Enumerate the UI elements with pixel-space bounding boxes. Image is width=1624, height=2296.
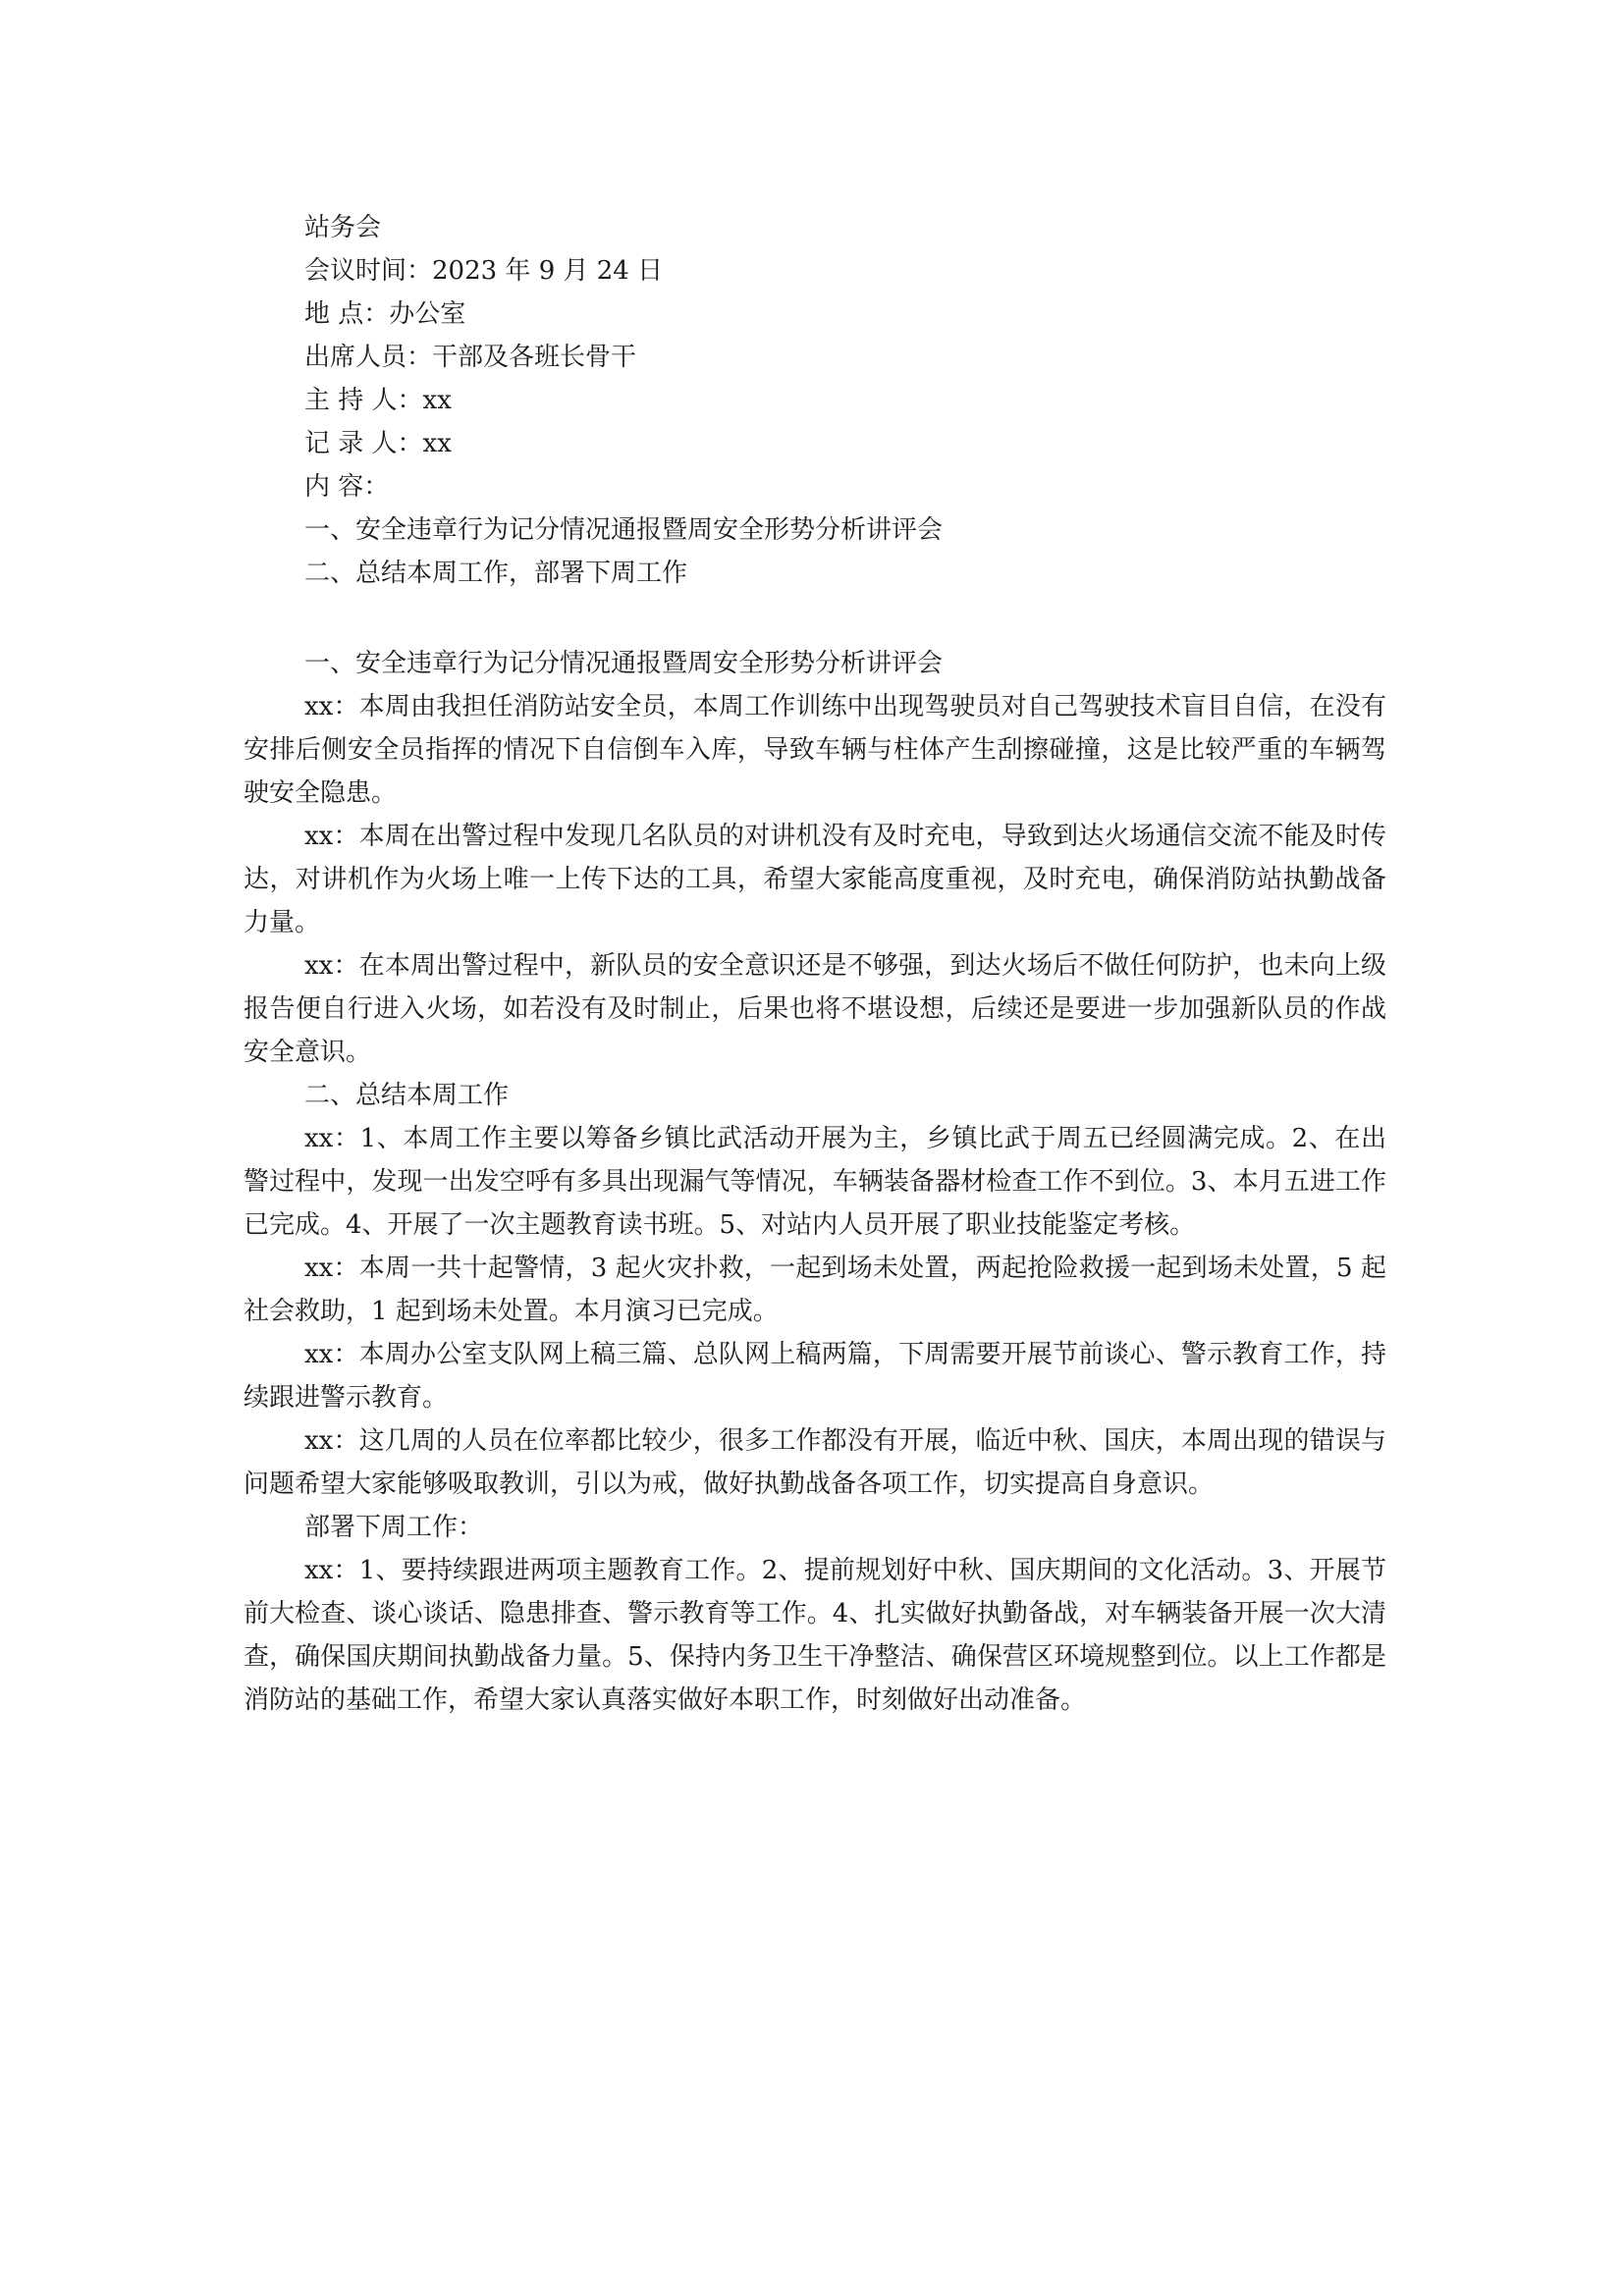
document-body <box>244 206 1386 1722</box>
section-1-heading: 一、安全违章行为记分情况通报暨周安全形势分析讲评会 <box>304 649 944 678</box>
section-1-paragraph: xx：本周在出警过程中发现几名队员的对讲机没有及时充电，导致到达火场通信交流不能及时传达，对讲机作为火场上唯一上传下达的工具，希望大家能高度重视，及时充电，确保消防站执勤战备力量。 <box>244 822 1386 937</box>
agenda-item-2: 二、总结本周工作，部署下周工作 <box>304 559 688 588</box>
section-2-paragraph: xx：本周办公室支队网上稿三篇、总队网上稿两篇，下周需要开展节前谈心、警示教育工作，持续跟进警示教育。 <box>244 1340 1386 1413</box>
section-2-paragraph: xx：本周一共十起警情，3 起火灾扑救，一起到场未处置，两起抢险救援一起到场未处置，5 起社会救助，1 起到场未处置。本月演习已完成。 <box>244 1254 1386 1326</box>
meeting-place: 地 点：办公室 <box>304 299 466 329</box>
section-3-paragraph: xx：1、要持续跟进两项主题教育工作。2、提前规划好中秋、国庆期间的文化活动。3、开展节前大检查、谈心谈话、隐患排查、警示教育等工作。4、扎实做好执勤备战，对车辆装备开展一次大清查，确保国庆期间执勤战备力量。5、保持内务卫生干净整洁、确保营区环境规整到位。以上工作都是消防站的基础工作，希望大家认真落实做好本职工作，时刻做好出动准备。 <box>244 1556 1386 1715</box>
section-2-paragraph: xx：这几周的人员在位率都比较少，很多工作都没有开展，临近中秋、国庆，本周出现的错误与问题希望大家能够吸取教训，引以为戒，做好执勤战备各项工作，切实提高自身意识。 <box>244 1426 1386 1499</box>
meeting-title: 站务会 <box>304 213 382 242</box>
meeting-host: 主 持 人：xx <box>304 386 452 415</box>
section-2-paragraph: xx：1、本周工作主要以筹备乡镇比武活动开展为主，乡镇比武于周五已经圆满完成。2、在出警过程中，发现一出发空呼有多具出现漏气等情况，车辆装备器材检查工作不到位。3、本月五进工作已完成。4、开展了一次主题教育读书班。5、对站内人员开展了职业技能鉴定考核。 <box>244 1124 1386 1240</box>
meeting-content-label: 内 容： <box>304 472 390 502</box>
meeting-recorder: 记 录 人：xx <box>304 429 452 458</box>
section-spacer <box>244 595 1386 642</box>
section-1-paragraph: xx：本周由我担任消防站安全员，本周工作训练中出现驾驶员对自己驾驶技术盲目自信，在没有安排后侧安全员指挥的情况下自信倒车入库，导致车辆与柱体产生刮擦碰撞，这是比较严重的车辆驾驶安全隐患。 <box>244 692 1386 808</box>
section-2-heading: 二、总结本周工作 <box>304 1081 510 1110</box>
section-1-paragraph: xx：在本周出警过程中，新队员的安全意识还是不够强，到达火场后不做任何防护，也未向上级报告便自行进入火场，如若没有及时制止，后果也将不堪设想，后续还是要进一步加强新队员的作战安全意识。 <box>244 951 1386 1067</box>
meeting-attendees: 出席人员：干部及各班长骨干 <box>304 343 637 372</box>
meeting-time: 会议时间：2023 年 9 月 24 日 <box>304 256 664 286</box>
agenda-item-1: 一、安全违章行为记分情况通报暨周安全形势分析讲评会 <box>304 515 944 545</box>
section-3-heading: 部署下周工作： <box>304 1513 484 1542</box>
